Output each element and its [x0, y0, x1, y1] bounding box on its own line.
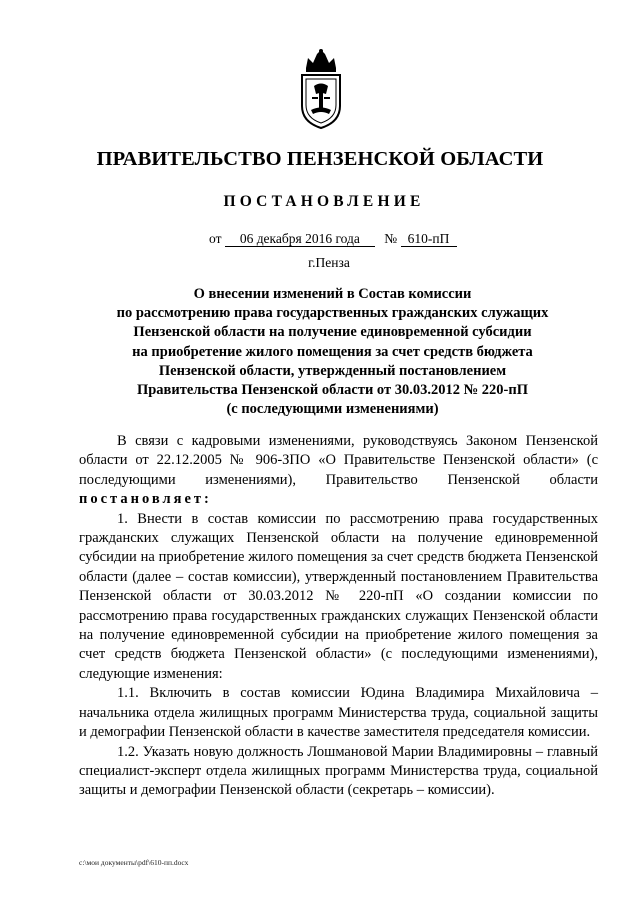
subject-line: (с последующими изменениями): [226, 401, 439, 418]
file-path-footer: c:\мои документы\pdf\610-пп.docx: [79, 858, 189, 867]
document-number: 610-пП: [401, 232, 457, 247]
subject-line: Правительства Пензенской области от 30.03.2012 № 220-пП: [136, 382, 529, 399]
date-number-line: [209, 231, 457, 247]
subject-line: по рассмотрению права государственных гражданских служащих: [116, 305, 549, 322]
document-type: ПОСТАНОВЛЕНИЕ: [223, 193, 425, 210]
paragraph-1-1: 1.1. Включить в состав комиссии Юдина Владимира Михайловича – начальника отдела жилищных программ Министерства труда, социальной защиты и демографии Пензенской области в качестве заместителя председателя комиссии.: [79, 685, 598, 741]
subject-line: Пензенской области, утвержденный постановлением: [158, 362, 507, 379]
document-body: [79, 432, 598, 801]
document-date: 06 декабря 2016 года: [225, 232, 375, 247]
decree-word: постановляет:: [79, 491, 212, 508]
date-prefix: от: [209, 231, 222, 246]
government-title: ПРАВИТЕЛЬСТВО ПЕНЗЕНСКОЙ ОБЛАСТИ: [96, 148, 544, 170]
subject-line: Пензенской области на получение единовременной субсидии: [133, 324, 532, 341]
number-prefix: №: [384, 231, 398, 246]
intro-paragraph: В связи с кадровыми изменениями, руководствуясь Законом Пензенской области от 22.12.2005 № 906-ЗПО «О Правительстве Пензенской области» (с последующими изменениями), Правительство Пензенской области: [79, 433, 598, 488]
subject-line: на приобретение жилого помещения за счет средств бюджета: [132, 343, 533, 360]
city: г.Пенза: [308, 255, 350, 270]
subject-line: О внесении изменений в Состав комиссии: [193, 286, 472, 302]
paragraph-1-2: 1.2. Указать новую должность Лошмановой Марии Владимировны – главный специалист-эксперт отдела жилищных программ Министерства труда, социальной защиты и демографии Пензенской области (секретарь – комиссии).: [79, 743, 598, 799]
document-subject: [60, 285, 605, 419]
coat-of-arms-icon: [296, 48, 346, 130]
paragraph-1: 1. Внести в состав комиссии по рассмотрению права государственных гражданских служащих Пензенской области на получение единовременной субсидии на приобретение жилого помещения за счет средств бюджета Пензенской области (далее – состав комиссии), утвержденный постановлением Правительства Пензенской области от 30.03.2012 № 220-пП «О создании комиссии по рассмотрению права государственных гражданских служащих Пензенской области на получение единовременной субсидии на приобретение жилого помещения за счет средств бюджета Пензенской области» (с последующими изменениями), следующие изменения:: [79, 510, 598, 682]
